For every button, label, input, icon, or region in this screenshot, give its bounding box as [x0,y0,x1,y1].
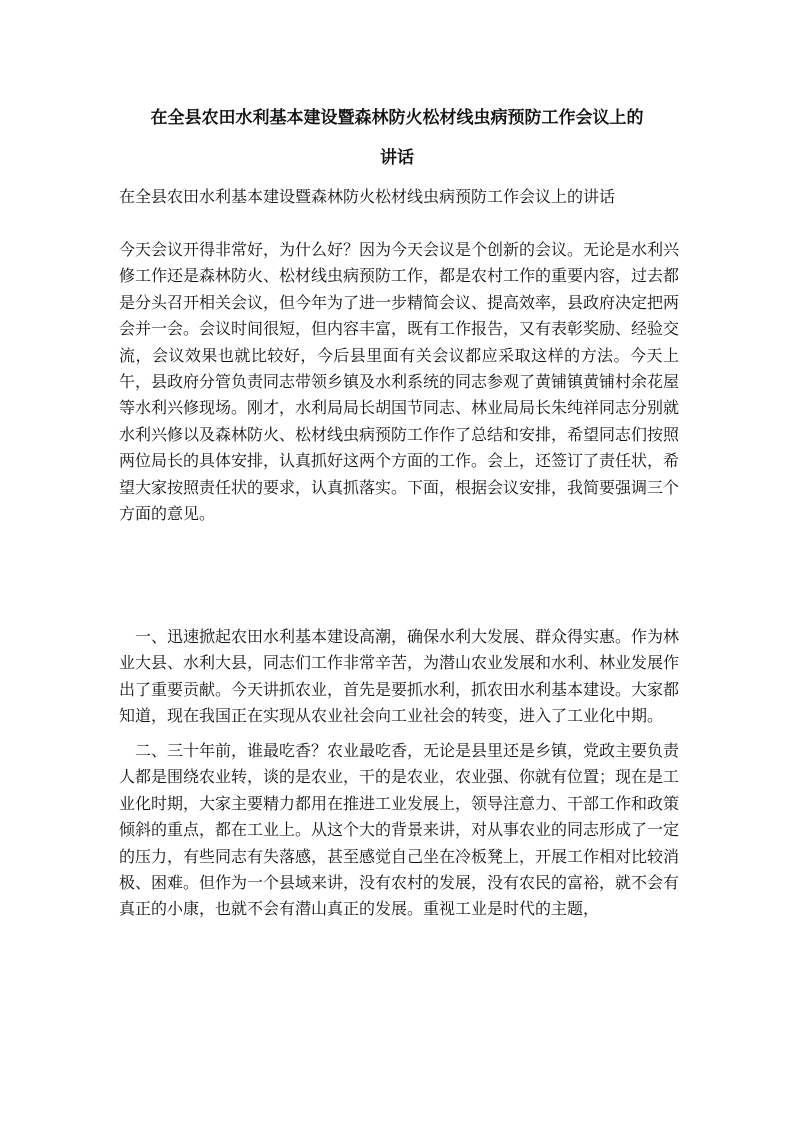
intro-paragraph: 今天会议开得非常好，为什么好？因为今天会议是个创新的会议。无论是水利兴修工作还是森林防火、松材线虫病预防工作，都是农村工作的重要内容，过去都是分头召开相关会议，但今年为了进一步精简会议、提高效率，县政府决定把两会并一会。会议时间很短，但内容丰富，既有工作报告，又有表彰奖励、经验交流，会议效果也就比较好，今后县里面有关会议都应采取这样的方法。今天上午，县政府分管负责同志带领乡镇及水利系统的同志参观了黄铺镇黄铺村余花屋等水利兴修现场。刚才，水利局局长胡国节同志、林业局局长朱纯祥同志分别就水利兴修以及森林防火、松材线虫病预防工作作了总结和安排，希望同志们按照两位局长的具体安排，认真抓好这两个方面的工作。会上，还签订了责任状，希望大家按照责任状的要求，认真抓落实。下面，根据会议安排，我简要强调三个方面的意见。 [119,240,680,524]
section-two-paragraph: 二、三十年前，谁最吃香？农业最吃香，无论是县里还是乡镇，党政主要负责人都是围绕农业转，谈的是农业，干的是农业，农业强、你就有位置；现在是工业化时期，大家主要精力都用在推进工业发展上，领导注意力、干部工作和政策倾斜的重点，都在工业上。从这个大的背景来讲，对从事农业的同志形成了一定的压力，有些同志有失落感，甚至感觉自己坐在冷板凳上，开展工作相对比较消极、困难。但作为一个县域来讲，没有农村的发展，没有农民的富裕，就不会有真正的小康，也就不会有潜山真正的发展。重视工业是时代的主题， [119,741,680,919]
section-one-paragraph: 一、迅速掀起农田水利基本建设高潮，确保水利大发展、群众得实惠。作为林业大县、水利大县，同志们工作非常辛苦，为潜山农业发展和水利、林业发展作出了重要贡献。今天讲抓农业，首先是要抓水利，抓农田水利基本建设。大家都知道，现在我国正在实现从农业社会向工业社会的转变，进入了工业化中期。 [119,627,680,726]
document-title-line-2: 讲话 [380,148,414,168]
document-title-line-1: 在全县农田水利基本建设暨森林防火松材线虫病预防工作会议上的 [150,108,644,128]
document-subtitle: 在全县农田水利基本建设暨森林防火松材线虫病预防工作会议上的讲话 [119,187,616,206]
